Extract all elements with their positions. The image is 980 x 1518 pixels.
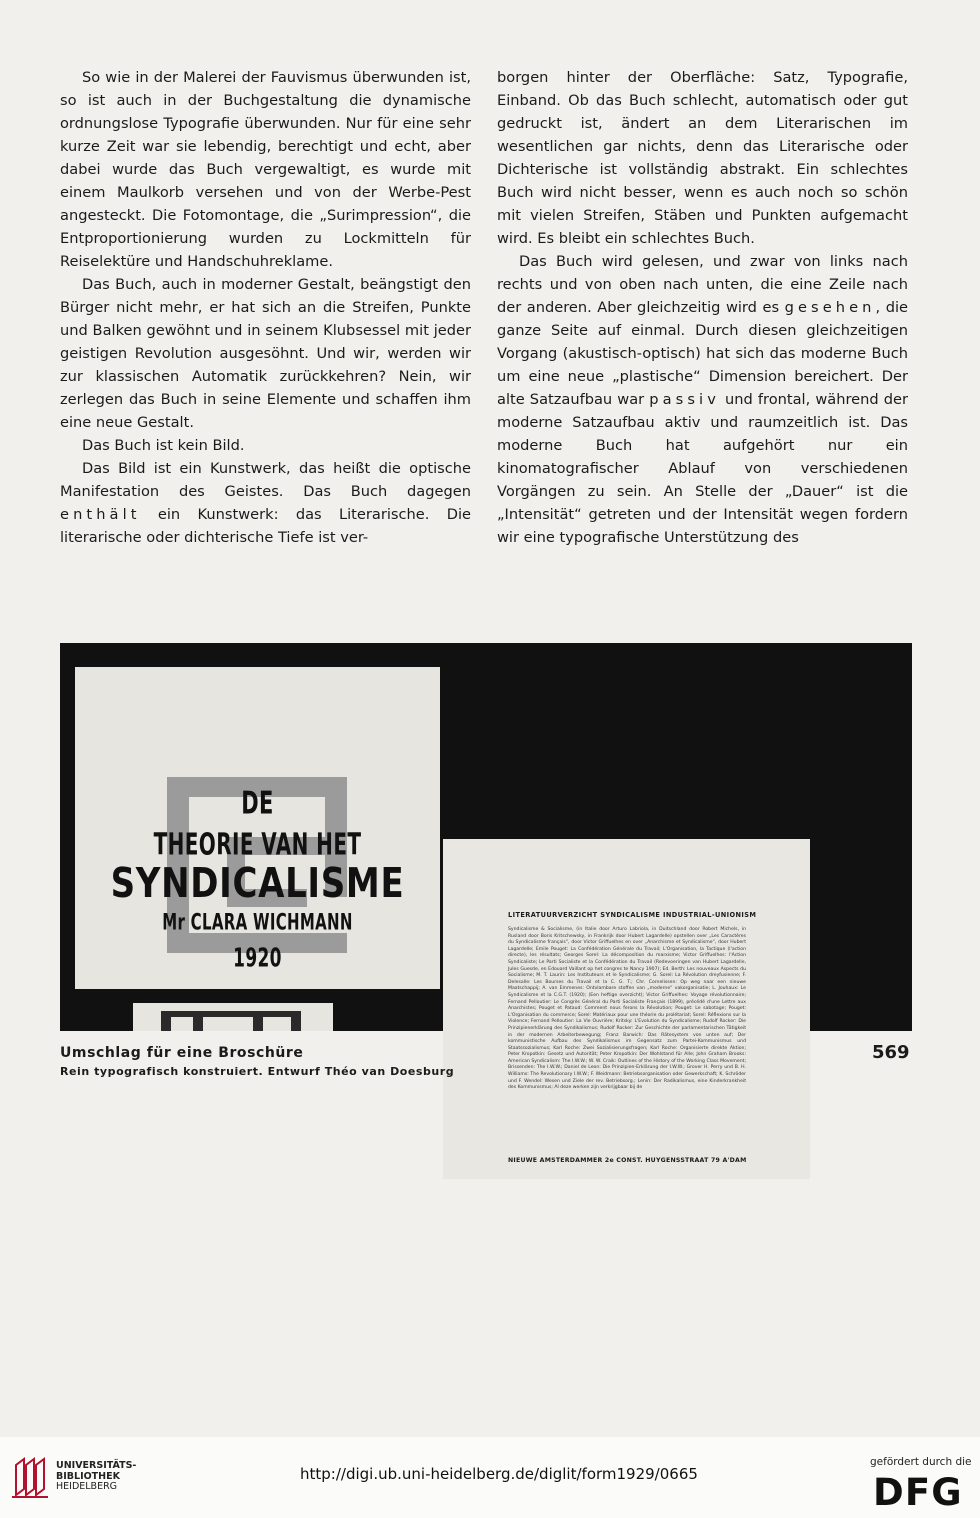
brochure-back-cover	[443, 839, 810, 1179]
paragraph: Das Buch ist kein Bild.	[82, 437, 245, 454]
ub-heidelberg-logo-icon	[10, 1455, 50, 1499]
publisher-address: NIEUWE AMSTERDAMMER 2e CONST. HUYGENSSTRAAT 79 A'DAM	[508, 1157, 747, 1164]
spaced-emphasis: gesehen	[784, 299, 876, 316]
source-url-link[interactable]: http://digi.ub.uni-heidelberg.de/diglit/form1929/0665	[300, 1465, 698, 1483]
spaced-emphasis: enthält	[60, 506, 141, 523]
text-run: Das Bild ist ein Kunstwerk, das heißt die optische Manifestation des Geistes. Das Buch dagegen	[60, 460, 471, 500]
paragraph	[60, 457, 471, 549]
paragraph: borgen hinter der Oberfläche: Satz, Typografie, Einband. Ob das Buch schlecht, automatisch oder gut gedruckt ist, ändert an dem Literarischen im wesentlichen gar nichts, denn das Literarische oder Dichterische ist vollständig abstrakt. Ein schlechtes Buch wird nicht besser, wenn es auch noch so schön mit vielen Streifen, Stäben und Punkten aufgemacht wird. Es bleibt ein schlechtes Buch.	[497, 69, 908, 247]
library-name-line: BIBLIOTHEK	[56, 1470, 120, 1482]
figure-caption	[60, 1045, 454, 1078]
cover-title-line: DE	[241, 785, 274, 821]
paragraph: Das Buch, auch in moderner Gestalt, beängstigt den Bürger nicht mehr, er hat sich an die Streifen, Punkte und Balken gewöhnt und in seinem Klubsessel mit jeder geistigen Revolution ausgesöhnt. Und wir, werden wir zur klassischen Automatik zurückkehren? Nein, wir zerlegen das Buch in seine Elemente und schaffen ihm eine neue Gestalt.	[60, 276, 471, 431]
spaced-emphasis: passiv	[649, 391, 720, 408]
library-name-line: HEIDELBERG	[56, 1481, 118, 1492]
cover-author: Mr CLARA WICHMANN	[162, 908, 353, 936]
text-column-right	[497, 66, 908, 549]
text-run: ein Kunstwerk: das Literarische. Die literarische oder dichterische Tiefe ist ver-	[60, 506, 471, 546]
bibliography-title: LITERATUURVERZICHT SYNDICALISME INDUSTRIAL-UNIONISM	[508, 911, 757, 919]
library-name	[56, 1461, 136, 1493]
brochure-front-cover	[75, 667, 440, 989]
small-cover-pattern	[133, 1003, 333, 1031]
cover-year: 1920	[233, 944, 282, 974]
cover-title-line: SYNDICALISME	[110, 860, 405, 908]
paragraph	[497, 250, 908, 549]
page-number: 569	[872, 1042, 910, 1063]
text-run: , die ganze Seite auf einmal. Durch diesen gleichzeitigen Vorgang (akustisch-optisch) hat sich das moderne Buch um eine neue „plastische“ Dimension bereichert. Der alte Satzaufbau war	[497, 299, 908, 408]
text-run: Das Buch wird gelesen, und zwar von links nach rechts und von oben nach unten, die eine Zeile nach der anderen. Aber gleichzeitig wird es	[497, 253, 908, 316]
text-run: und frontal, während der moderne Satzaufbau aktiv und raumzeitlich ist. Das moderne Buch hat aufgehört nur ein kinomatografischer Ablauf von verschiedenen Vorgängen zu sein. An Stelle der „Dauer“ ist die „Intensität“ getreten und der Intensität wegen fordern wir eine typografische Unterstützung des	[497, 391, 909, 546]
caption-subtitle: Rein typografisch konstruiert. Entwurf Théo van Doesburg	[60, 1065, 455, 1078]
cover-title-line: THEORIE VAN HET	[153, 826, 362, 862]
bibliography-text: Syndicalisme & Socialisme, (in Italie door Arturo Labriola, in Duitschland door Robert Michels, in Rusland door Boris Kritschewsky, in Frankrijk door Hubert Lagardelle) opstellen over „Les Caractères du Syndicalisme français“, door Victor Griffuelhes en over „Anarchisme et Syndicalisme“, door Hubert Lagardelle; Emile Pouget: La Confédération Générale du Travail; L'Organisation, la Tactique (l'action directe), les résultats; Georges Sorel: La décomposition du marxisme; Victor Griffuelhes: l'Action Syndicaliste; Le Parti Socialiste et la Confédération du Travail (Redevoeringen van Hubert Lagardelle, Jules Guesde, en Edouard Vaillant op het congres te Nancy 1907); Ed. Berth: Les nouveaux Aspects du Socialisme; M. T. Laurin: Les Instituteurs et le Syndicalisme; G. Sorel: La Révolution dreyfusienne; F. Delesalle: Les Bourses du Travail et la C. G. T.; Chr. Cornelissen: Op weg naar een nieuwe Maatschappij; A. van Emmenes: Ontvlambare stoffen van „moderne“ vakorganisatie; L. Jouhaux: Le Syndicalisme et la C.G.T. (1920); (Een heftige overzicht); Victor Griffuelhes: Voyage révolutionnaire; Fernand Pelloutier: Le Congrès Général du Parti Socialiste Français (1899), précédé d'une Lettre aux Anarchistes; Pouget et Pataud: Comment nous ferons la Révolution; Pouget: Le sabotage; Pouget: L'Organisation du commerce; Sorel: Matériaux pour une théorie du prolétariat; Sorel: Réflexions sur la Violence; Fernand Pelloutier: La Vie Ouvrière; Kritsky: L'Evolution du Syndicalisme; Rudolf Rocker: Die Prinzipienerklärung des Syndikalismus; Rudolf Rocker: Zur Geschichte der parlamentarischen Tätigkeit in der modernen Arbeiterbewegung; Franz Barwich: Das Rätesystem von unten auf; Der kommunistische Aufbau des Syndikalismus im Gegensatz zum Partei-Kommunismus und Staatssozialismus; Karl Roche: Zwei Sozialisierungsfragen; Karl Roche: Organisierte direkte Aktion; Peter Kropotkin: Gesetz und Autorität; Peter Kropotkin: Der Wohlstand für Alle; John Graham Brooks: American Syndicalism: The I.W.W.; W. W. Craik: Outlines of the History of the Working Class Movement; Brissenden: The I.W.W.; Daniel de Leon: Die Prinzipien-Erklärung der I.W.W.; Grover H. Perry und B. H. Williams: The Revolutionary I.W.W.; F. Weidmann: Betriebsorganisation oder Gewerkschaft; K. Schröder und F. Wendel: Wesen und Ziele der rev. Betriebsorg.; Lenin: Der Radikalismus, eine Kinderkrankheit des Kommunismus; Al deze werken zijn verkrijgbaar bij de	[508, 927, 746, 1091]
dfg-logo: DFG	[873, 1471, 963, 1514]
text-column-left	[60, 66, 471, 549]
library-name-line: UNIVERSITÄTS-	[56, 1460, 137, 1471]
digitization-footer	[0, 1437, 980, 1518]
funding-note: gefördert durch die	[870, 1456, 972, 1468]
caption-title: Umschlag für eine Broschüre	[60, 1045, 304, 1061]
brochure-small-cover	[133, 1003, 333, 1031]
paragraph: So wie in der Malerei der Fauvismus überwunden ist, so ist auch in der Buchgestaltung die dynamische ordnungslose Typografie überwunden. Nur für eine sehr kurze Zeit war sie lebendig, berechtigt und echt, aber dabei wurde das Buch vergewaltigt, es wurde mit einem Maulkorb versehen und von der Werbe-Pest angesteckt. Die Fotomontage, die „Surimpression“, die Entproportionierung wurden zu Lockmitteln für Reiselektüre und Handschuhreklame.	[60, 69, 471, 270]
